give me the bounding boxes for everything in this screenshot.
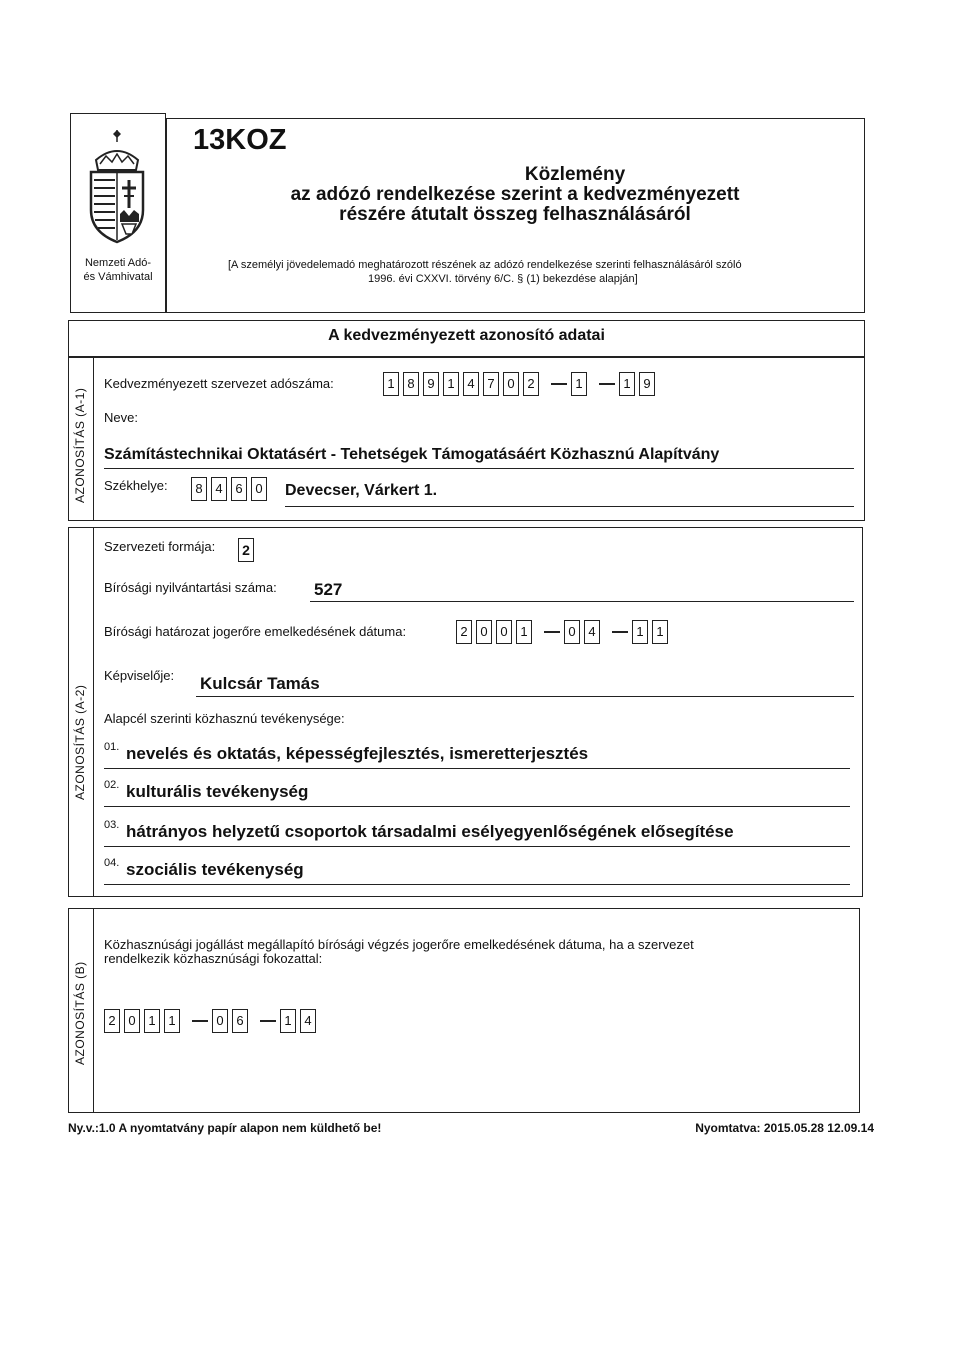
digit-box[interactable]: 8: [191, 477, 207, 501]
digit-box[interactable]: 1: [144, 1009, 160, 1033]
activity-underline: [104, 884, 850, 885]
form-code: 13KOZ: [193, 124, 287, 156]
b-description-line1: Közhasznúsági jogállást megállapító bírósági végzés jogerőre emelkedésének dátuma, ha a szervezet: [104, 937, 694, 952]
a1-divider: [93, 357, 94, 521]
digit-box[interactable]: 1: [619, 372, 635, 396]
hungarian-coat-of-arms-icon: [86, 130, 148, 245]
separator-dash: [612, 631, 628, 633]
separator-dash: [192, 1020, 208, 1022]
authority-name: [70, 256, 166, 284]
court-reg-label: Bírósági nyilvántartási száma:: [104, 580, 277, 595]
digit-box[interactable]: 1: [652, 620, 668, 644]
separator-dash: [551, 383, 567, 385]
a1-side-label: AZONOSÍTÁS (A-1): [73, 387, 87, 503]
digit-box[interactable]: 8: [403, 372, 419, 396]
court-reg-value: 527: [314, 580, 343, 599]
digit-box[interactable]: 1: [632, 620, 648, 644]
legal-basis-line1: [A személyi jövedelemadó meghatározott részének az adózó rendelkezése szerinti felhasználásáról szóló: [228, 259, 742, 271]
digit-box[interactable]: 0: [251, 477, 267, 501]
digit-box[interactable]: 1: [571, 372, 587, 396]
representative-label: Képviselője:: [104, 668, 175, 683]
digit-box[interactable]: 2: [104, 1009, 120, 1033]
b-description: [104, 938, 694, 966]
digit-box[interactable]: 0: [476, 620, 492, 644]
digit-box[interactable]: 0: [496, 620, 512, 644]
digit-box[interactable]: 1: [280, 1009, 296, 1033]
address-underline: [285, 506, 854, 507]
activity-number: 01.: [104, 741, 120, 753]
digit-box[interactable]: 4: [211, 477, 227, 501]
title-line3: részére átutalt összeg felhasználásáról: [339, 204, 691, 225]
org-form-field[interactable]: 2: [238, 538, 254, 562]
activity-underline: [104, 768, 850, 769]
separator-dash: [544, 631, 560, 633]
digit-box[interactable]: 2: [523, 372, 539, 396]
court-reg-underline: [310, 601, 854, 602]
activity-number: 02.: [104, 779, 120, 791]
activity-text: hátrányos helyzetű csoportok társadalmi esélyegyenlőségének elősegítése: [126, 822, 734, 841]
digit-box[interactable]: 1: [516, 620, 532, 644]
name-value: Számítástechnikai Oktatásért - Tehetségek Támogatásáért Közhasznú Alapítvány: [104, 446, 720, 463]
a2-divider: [93, 527, 94, 897]
legal-basis-line2: 1996. évi CXXVI. törvény 6/C. § (1) bekezdése alapján]: [368, 273, 638, 285]
activity-text: kulturális tevékenység: [126, 782, 309, 801]
footer-left: Ny.v.:1.0 A nyomtatvány papír alapon nem küldhető be!: [68, 1121, 382, 1135]
activity-number: 04.: [104, 857, 120, 869]
digit-box[interactable]: 0: [503, 372, 519, 396]
b-divider: [93, 908, 94, 1113]
representative-underline: [196, 696, 854, 697]
footer-right: Nyomtatva: 2015.05.28 12.09.14: [695, 1121, 874, 1135]
digit-box[interactable]: 0: [124, 1009, 140, 1033]
digit-box[interactable]: 1: [164, 1009, 180, 1033]
digit-box[interactable]: 6: [231, 477, 247, 501]
activity-underline: [104, 806, 850, 807]
seat-label: Székhelye:: [104, 478, 168, 493]
b-description-line2: rendelkezik közhasznúsági fokozattal:: [104, 951, 323, 966]
activity-number: 03.: [104, 819, 120, 831]
digit-box[interactable]: 0: [564, 620, 580, 644]
digit-box[interactable]: 4: [300, 1009, 316, 1033]
digit-box[interactable]: 9: [639, 372, 655, 396]
representative-value: Kulcsár Tamás: [200, 674, 320, 693]
title-line1: Közlemény: [524, 164, 626, 185]
separator-dash: [599, 383, 615, 385]
digit-box[interactable]: 7: [483, 372, 499, 396]
tax-number-label: Kedvezményezett szervezet adószáma:: [104, 376, 334, 391]
digit-box[interactable]: 2: [456, 620, 472, 644]
digit-box[interactable]: 4: [463, 372, 479, 396]
legal-basis: [228, 258, 742, 286]
digit-box[interactable]: 0: [212, 1009, 228, 1033]
digit-box[interactable]: 9: [423, 372, 439, 396]
page-title: [170, 165, 860, 225]
name-underline: [104, 468, 854, 469]
b-side-label: AZONOSÍTÁS (B): [73, 961, 87, 1065]
title-line2: az adózó rendelkezése szerint a kedvezményezett: [290, 184, 740, 205]
authority-line2: és Vámhivatal: [83, 271, 153, 283]
activity-text: szociális tevékenység: [126, 860, 304, 879]
section-title: A kedvezményezett azonosító adatai: [328, 327, 605, 344]
activity-underline: [104, 846, 850, 847]
a2-side-label: AZONOSÍTÁS (A-2): [73, 684, 87, 800]
digit-box[interactable]: 1: [383, 372, 399, 396]
address-value: Devecser, Várkert 1.: [285, 482, 438, 499]
digit-box[interactable]: 6: [232, 1009, 248, 1033]
activity-text: nevelés és oktatás, képességfejlesztés, ismeretterjesztés: [126, 744, 589, 763]
activities-label: Alapcél szerinti közhasznú tevékenysége:: [104, 711, 345, 726]
separator-dash: [260, 1020, 276, 1022]
digit-box[interactable]: 4: [584, 620, 600, 644]
name-label: Neve:: [104, 410, 138, 425]
court-decision-label: Bírósági határozat jogerőre emelkedésének dátuma:: [104, 624, 407, 639]
digit-box[interactable]: 1: [443, 372, 459, 396]
authority-line1: Nemzeti Adó-: [84, 257, 152, 269]
org-form-label: Szervezeti formája:: [104, 539, 216, 554]
